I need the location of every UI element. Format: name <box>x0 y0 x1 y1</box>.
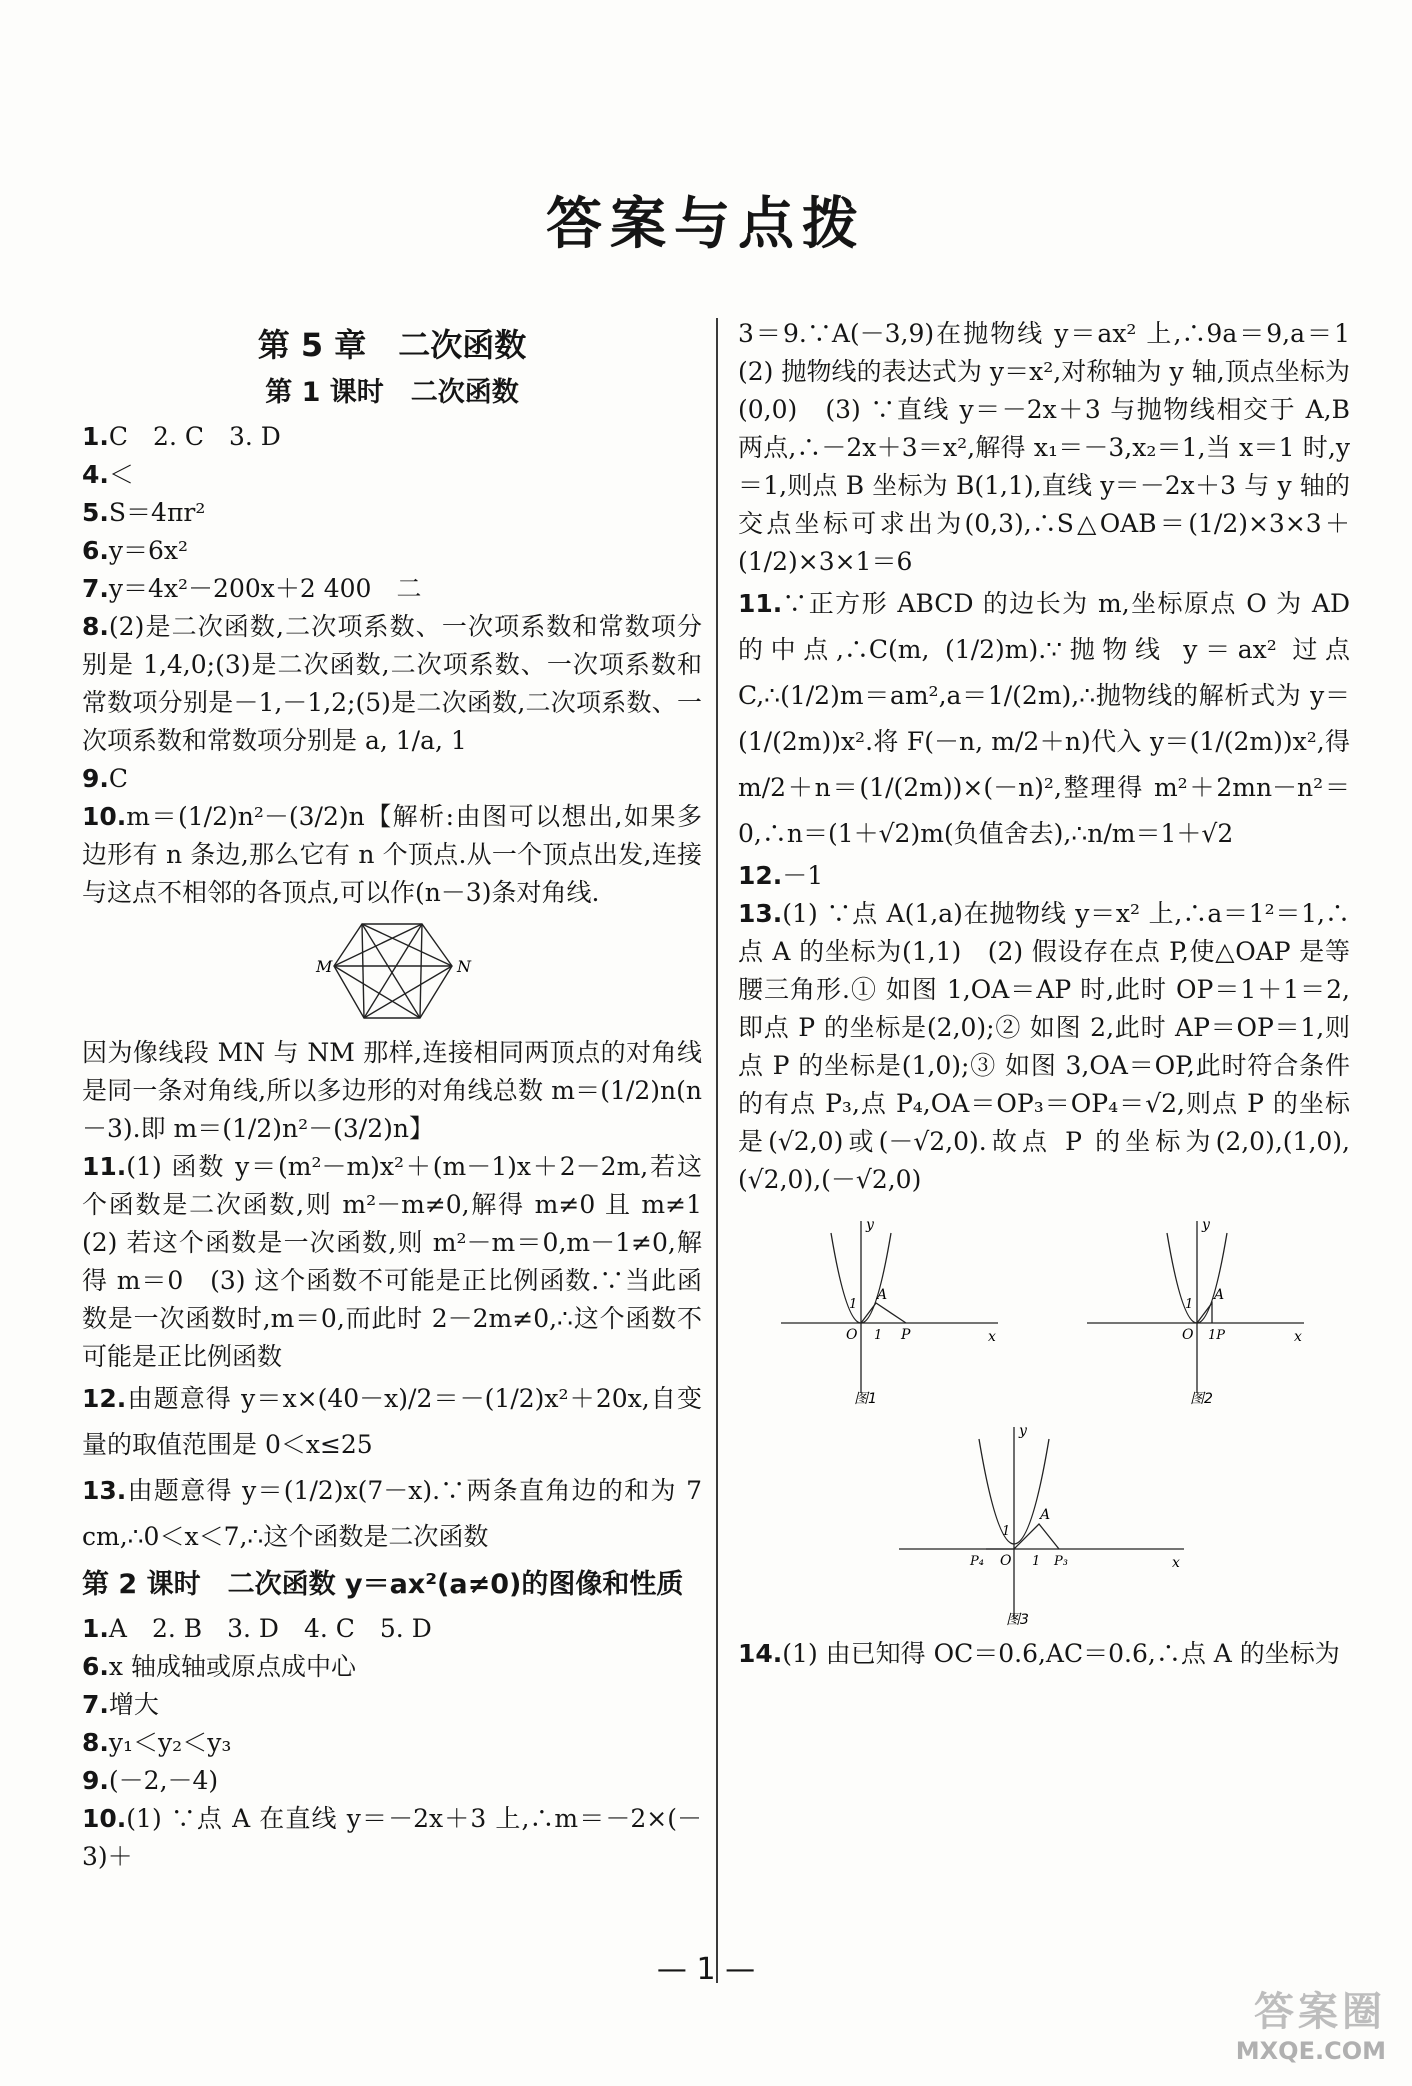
answer-item: 4.＜ <box>82 460 134 489</box>
figure-2 <box>1082 1213 1312 1413</box>
svg-text:A: A <box>1214 1287 1225 1303</box>
answer-item: 12.－1 <box>738 861 824 890</box>
column-divider <box>716 318 718 1983</box>
svg-text:1: 1 <box>1002 1524 1011 1539</box>
answer-item: 9.C <box>82 764 129 793</box>
svg-text:A: A <box>1040 1507 1051 1523</box>
page-number: — 1 — <box>656 1952 756 1987</box>
figure-1-caption: 图1 <box>854 1391 877 1407</box>
answer-item: 8.y₁＜y₂＜y₃ <box>82 1728 232 1757</box>
svg-text:y: y <box>1202 1217 1210 1233</box>
polygon-label-n: N <box>457 957 471 976</box>
svg-text:x: x <box>1172 1555 1180 1571</box>
right-column <box>738 315 1376 1673</box>
svg-text:O: O <box>1182 1327 1194 1343</box>
watermark-logo: 答案圈 <box>1254 1989 1386 2035</box>
svg-text:P₃: P₃ <box>1054 1554 1068 1569</box>
svg-text:y: y <box>1019 1423 1027 1439</box>
svg-text:1: 1 <box>1185 1297 1194 1312</box>
svg-text:P: P <box>901 1327 911 1343</box>
answer-item: 14.(1) 由已知得 OC＝0.6,AC＝0.6,∴点 A 的坐标为 <box>738 1639 1340 1668</box>
answer-item: 7.y＝4x²－200x＋2 400 二 <box>82 574 422 603</box>
svg-text:P₄: P₄ <box>970 1554 984 1569</box>
svg-text:1P: 1P <box>1208 1328 1226 1343</box>
left-column <box>82 320 728 1876</box>
answer-item: 6.x 轴成轴或原点成中心 <box>82 1652 356 1681</box>
polygon-diagram <box>312 918 472 1028</box>
answer-item: 13.由题意得 y＝(1/2)x(7－x).∵两条直角边的和为 7 cm,∴0＜x＜7,∴这个函数是二次函数 <box>82 1476 702 1551</box>
answer-item-continued: 因为像线段 MN 与 NM 那样,连接相同两顶点的对角线是同一条对角线,所以多边形的对角线总数 m＝(1/2)n(n－3).即 m＝(1/2)n²－(3/2)n】 <box>82 1038 702 1143</box>
svg-text:O: O <box>1000 1553 1012 1569</box>
chapter-title: 第 5 章 二次函数 <box>257 326 527 364</box>
answer-item: 5.S＝4πr² <box>82 498 206 527</box>
page-title: 答案与点拨 <box>546 192 866 257</box>
answer-item: 10.m＝(1/2)n²－(3/2)n【解析:由图可以想出,如果多边形有 n 条边,那么它有 n 个顶点.从一个顶点出发,连接与这点不相邻的各顶点,可以作(n－3)条对角线. <box>82 802 702 907</box>
answer-item: 1.C 2. C 3. D <box>82 422 281 451</box>
answer-item: 11.∵正方形 ABCD 的边长为 m,坐标原点 O 为 AD 的中点,∴C(m, (1/2)m).∵抛物线 y＝ax² 过点 C,∴(1/2)m＝am²,a＝1/(2m),∴抛物线的解析式为 y＝(1/(2m))x².将 F(－n, m/2＋n)代入 y＝(1/(2m))x²,得 m/2＋n＝(1/(2m))×(－n)²,整理得 m²＋2mn－n²＝0,∴n＝(1＋√2)m(负值舍去),∴n/m＝1＋√2 <box>738 589 1350 848</box>
answer-item: 9.(－2,－4) <box>82 1766 219 1795</box>
watermark-url: MXQE.COM <box>1235 2037 1386 2065</box>
answer-item: 10.(1) ∵点 A 在直线 y＝－2x＋3 上,∴m＝－2×(－3)＋ <box>82 1804 702 1871</box>
answer-item: 13.(1) ∵点 A(1,a)在抛物线 y＝x² 上,∴a＝1²＝1,∴点 A 的坐标为(1,1) (2) 假设存在点 P,使△OAP 是等腰三角形.① 如图 1,OA＝AP 时,此时 OP＝1＋1＝2,即点 P 的坐标是(2,0);② 如图 2,此时 AP＝OP＝1,则点 P 的坐标是(1,0);③ 如图 3,OA＝OP,此时符合条件的有点 P₃,点 P₄,OA＝OP₃＝OP₄＝√2,则点 P 的坐标是(√2,0)或(－√2,0).故点 P 的坐标为(2,0),(1,0),(√2,0),(－√2,0) <box>738 899 1350 1194</box>
answer-item: 1.A 2. B 3. D 4. C 5. D <box>82 1614 432 1643</box>
answer-item: 12.由题意得 y＝x×(40－x)/2＝－(1/2)x²＋20x,自变量的取值范围是 0＜x≤25 <box>82 1384 702 1459</box>
figure-3 <box>894 1419 1194 1629</box>
svg-text:1: 1 <box>1032 1554 1041 1569</box>
svg-text:O: O <box>846 1327 858 1343</box>
answer-item: 8.(2)是二次函数,二次项系数、一次项系数和常数项分别是 1,4,0;(3)是二次函数,二次项系数、一次项系数和常数项分别是－1,－1,2;(5)是二次函数,二次项系数、一次项系数和常数项分别是 a, 1/a, 1 <box>82 612 702 755</box>
svg-text:x: x <box>1294 1329 1302 1345</box>
lesson2-title: 第 2 课时 二次函数 y＝ax²(a≠0)的图像和性质 <box>82 1569 684 1600</box>
svg-text:x: x <box>988 1329 996 1345</box>
svg-text:1: 1 <box>849 1297 858 1312</box>
answer-item: 7.增大 <box>82 1690 159 1719</box>
answer-item: 6.y＝6x² <box>82 536 189 565</box>
answer-item-continued: 3＝9.∵A(－3,9)在抛物线 y＝ax² 上,∴9a＝9,a＝1 (2) 抛物线的表达式为 y＝x²,对称轴为 y 轴,顶点坐标为(0,0) (3) ∵直线 y＝－2x＋3 与抛物线相交于 A,B 两点,∴－2x＋3＝x²,解得 x₁＝－3,x₂＝1,当 x＝1 时,y＝1,则点 B 坐标为 B(1,1),直线 y＝－2x＋3 与 y 轴的交点坐标可求出为(0,3),∴S△OAB＝(1/2)×3×3＋(1/2)×3×1＝6 <box>738 319 1376 576</box>
figure-3-caption: 图3 <box>1006 1612 1029 1628</box>
svg-text:y: y <box>866 1217 874 1233</box>
svg-text:A: A <box>877 1287 888 1303</box>
polygon-label-m: M <box>316 957 333 976</box>
figure-1 <box>776 1213 1006 1413</box>
watermark <box>1196 1980 1386 2070</box>
parabola-figures <box>738 1213 1350 1413</box>
figure-2-caption: 图2 <box>1190 1391 1213 1407</box>
lesson1-title: 第 1 课时 二次函数 <box>265 377 519 408</box>
svg-text:1: 1 <box>874 1328 883 1343</box>
answer-item: 11.(1) 函数 y＝(m²－m)x²＋(m－1)x＋2－2m,若这个函数是二次函数,则 m²－m≠0,解得 m≠0 且 m≠1 (2) 若这个函数是一次函数,则 m²－m＝0,m－1≠0,解得 m＝0 (3) 这个函数不可能是正比例函数.∵当此函数是一次函数时,m＝0,而此时 2－2m≠0,∴这个函数不可能是正比例函数 <box>82 1152 728 1371</box>
